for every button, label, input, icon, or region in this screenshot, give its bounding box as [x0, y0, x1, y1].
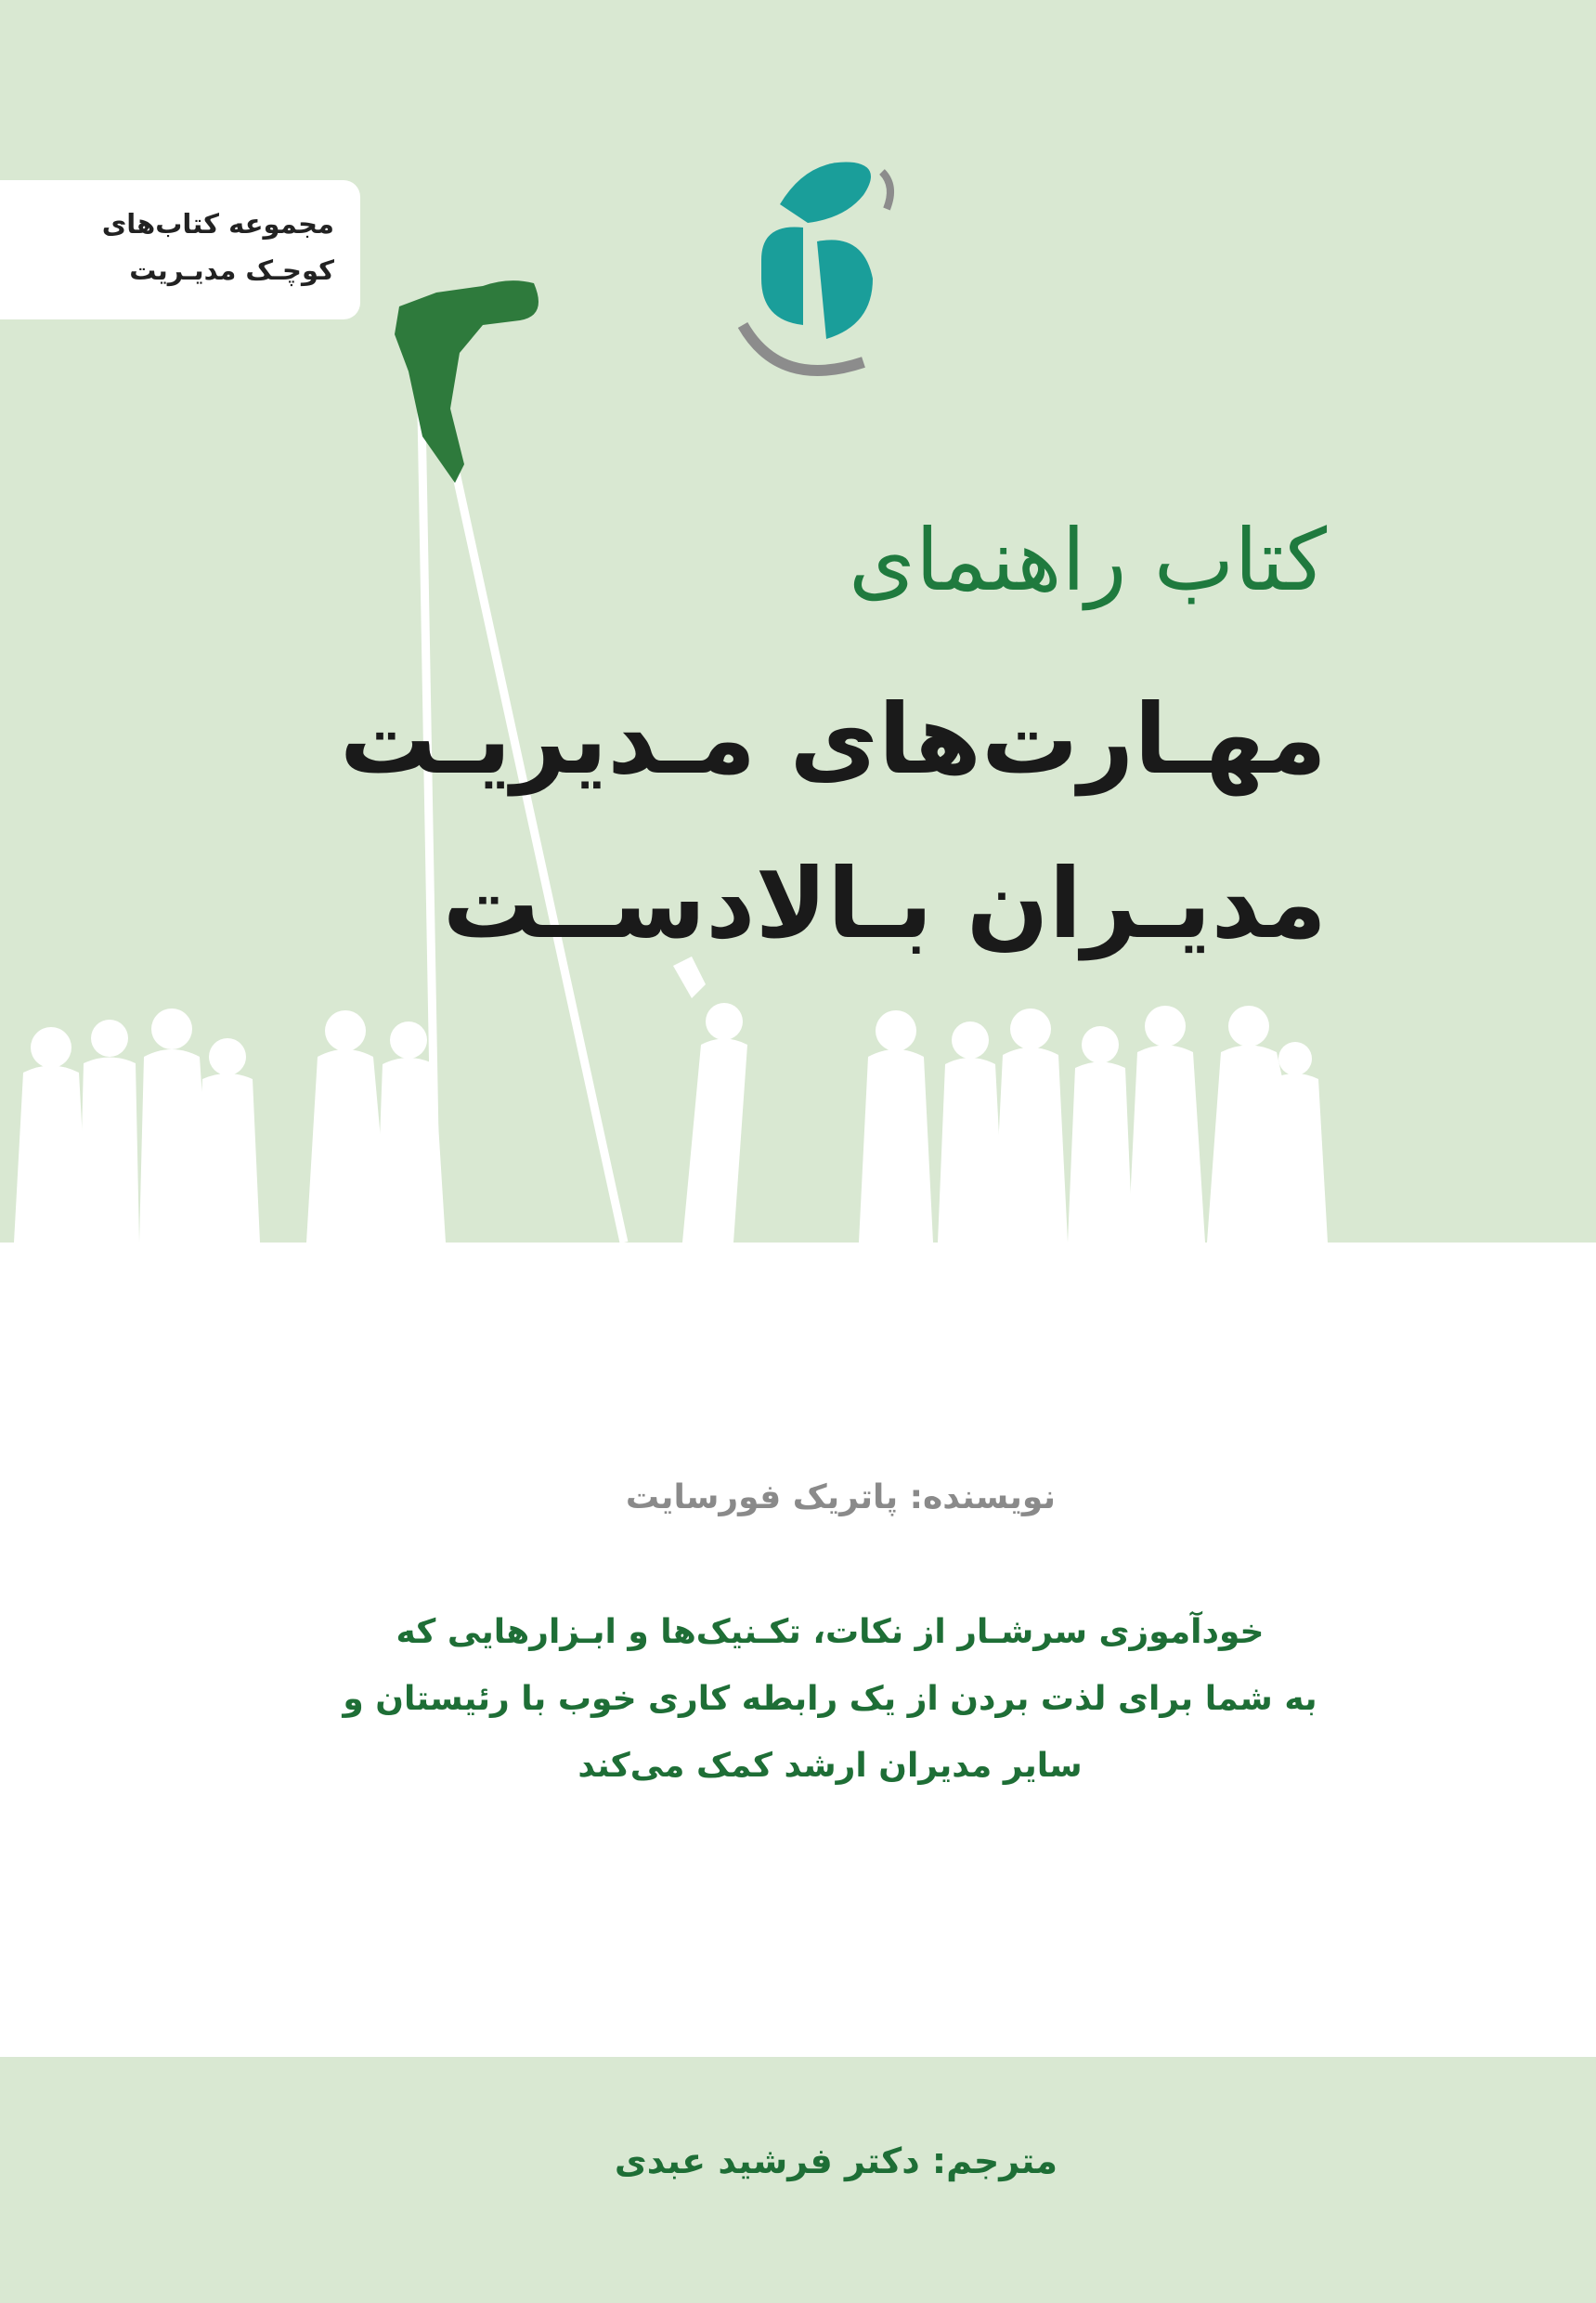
- title-line-2: مدیـران بـالادســت: [442, 847, 1327, 960]
- description-line-3: سایر مدیران ارشد کمک می‌کند: [577, 1747, 1083, 1785]
- description-line-2: به شما برای لذت بردن از یک رابطه کاری خوب با رئیستان و: [343, 1680, 1317, 1718]
- series-line-2: کوچـک مدیـریت: [129, 254, 334, 286]
- translator-credit: مترجم: دکتر فرشید عبدی: [614, 2140, 1058, 2181]
- book-description: [343, 1599, 1317, 1800]
- crowd-silhouette-illustration: [14, 956, 1328, 1243]
- series-badge: [0, 180, 360, 319]
- author-credit: نویسنده: پاتریک فورسایت: [625, 1478, 1056, 1516]
- series-line-1: مجموعه کتاب‌های: [101, 208, 334, 240]
- title-line-1: مهـارت‌های مـدیریـت: [339, 683, 1327, 796]
- publisher-logo-icon: [724, 139, 910, 390]
- title-subheading: کتاب راهنمای: [849, 511, 1327, 610]
- description-line-1: خودآموزی سرشـار از نکات، تکـنیک‌ها و ابـزارهایی که: [396, 1613, 1265, 1651]
